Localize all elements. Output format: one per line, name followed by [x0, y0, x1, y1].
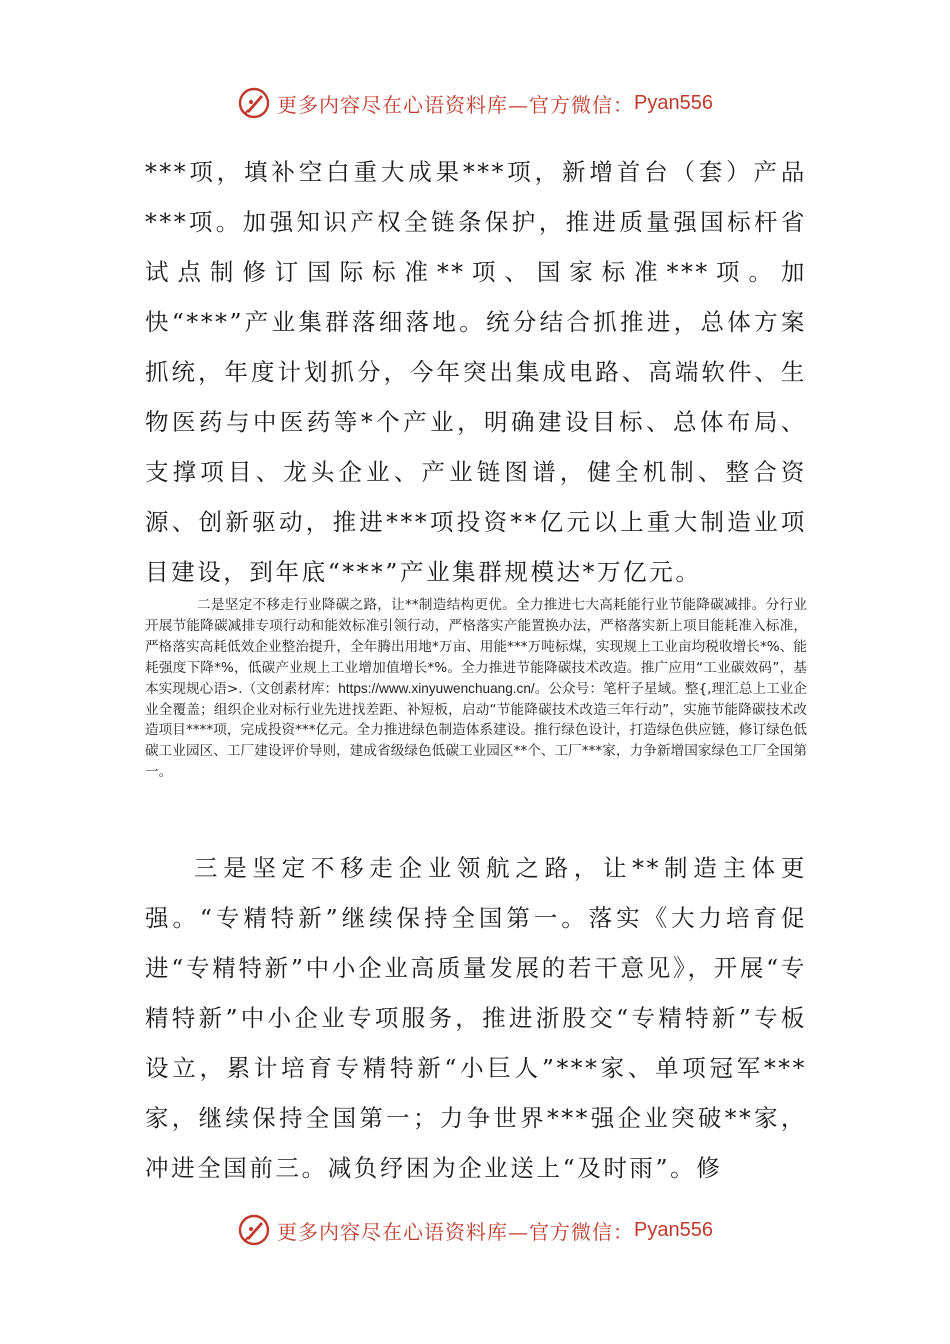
paragraph-2: [145, 595, 807, 783]
watermark-wechat-id: Pyan556: [634, 91, 713, 114]
paragraph-2-text-a: 二是坚定不移走行业降碳之路，让**制造结构更优。全力推进七大高耗能行业节能降碳减排。分行业开展节能降碳减排专项行动和能效标准引领行动，严格落实产能置换办法，严格落实新上项目能耗准入标准，严格落实高耗低效企业整治提升，全年腾出用地*万亩、用能***万吨标煤，实现规上工业亩均税收增长*%、能耗强度下降*%，低碳产业规上工业增加值增长*%。全力推进节能降碳技术改造。推广应用“工业碳效码”，基本实现规心语>.（文创素材库：: [145, 597, 807, 697]
watermark-text: 更多内容尽在心语资料库—官方微信：: [277, 1219, 635, 1244]
paragraph-3: 三是坚定不移走企业领航之路，让**制造主体更强。“专精特新”继续保持全国第一。落实《大力培育促进“专精特新”中小企业高质量发展的若干意见》，开展“专精特新”中小企业专项服务，推进浙股交“专精特新”专板设立，累计培育专精特新“小巨人”***家、单项冠军***家，继续保持全国第一；力争世界***强企业突破**家，冲进全国前三。减负纾困为企业送上“及时雨”。修: [145, 854, 807, 1182]
watermark-banner-top: [0, 83, 950, 123]
watermark-banner-bottom: [0, 1210, 950, 1250]
paragraph-2-text-b: 。公众号：笔杆子星域。整{,理汇总上工业企业全覆盖；组织企业对标行业先进找差距、补短板，启动“节能降碳技术改造三年行动”，实施节能降碳技术改造项目****项，完成投资***亿元。全力推进绿色制造体系建设。推行绿色设计，打造绿色供应链，修订绿色低碳工业园区、工厂建设评价导则，建成省级绿色低碳工业园区**个、工厂***家，力争新增国家绿色工厂全国第一。: [145, 680, 808, 781]
paragraph-1: ***项，填补空白重大成果***项，新增首台（套）产品***项。加强知识产权全链条保护，推进质量强国标杆省试点制修订国际标准**项、国家标准***项。加快“***”产业集群落细落地。统分结合抓推进，总体方案抓统，年度计划抓分，今年突出集成电路、高端软件、生物医药与中医药等*个产业，明确建设目标、总体布局、支撑项目、龙头企业、产业链图谱，健全机制、整合资源、创新驱动，推进***项投资**亿元以上重大制造业项目建设，到年底“***”产业集群规模达*万亿元。: [145, 158, 807, 586]
watermark-wechat-id: Pyan556: [634, 1218, 713, 1241]
paragraph-2-url: https://www.xinyuwenchuang.cn/: [338, 680, 535, 696]
watermark-text: 更多内容尽在心语资料库—官方微信：: [277, 92, 635, 117]
quill-logo-icon: [237, 86, 271, 120]
quill-logo-icon: [237, 1213, 271, 1247]
